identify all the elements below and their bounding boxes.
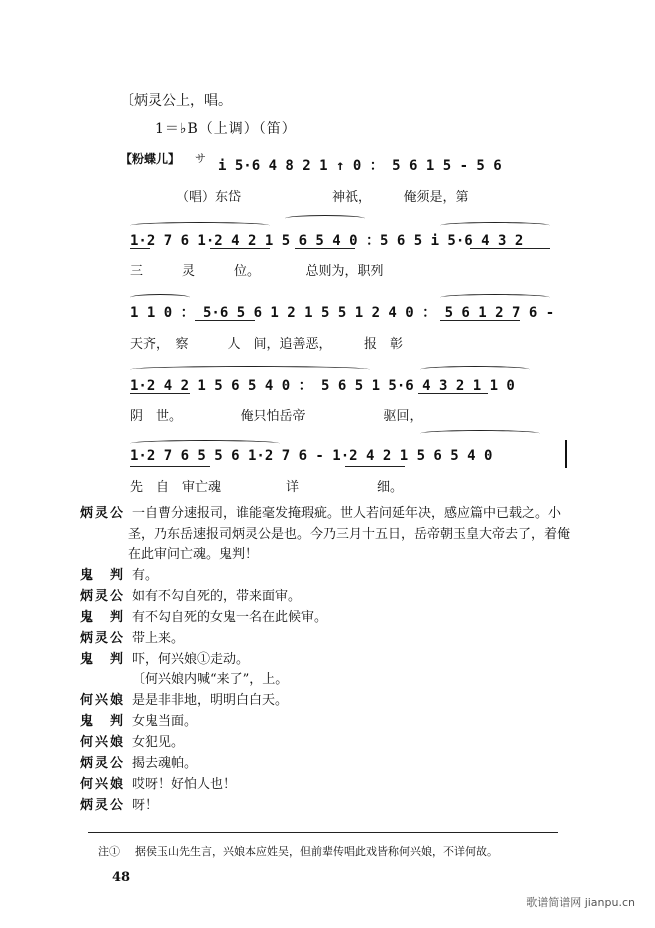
beam-line (195, 320, 255, 321)
dialogue-text: 女犯见。 (132, 735, 185, 750)
speaker-name: 何兴娘 (80, 735, 126, 750)
stage-direction: 〔炳灵公上，唱。 (120, 93, 232, 109)
speaker-name: 鬼 判 (80, 652, 126, 667)
beam-line (470, 248, 550, 249)
score-line-3-lyrics: 天齐， 察 人 间，追善恶， 报 彰 (130, 337, 404, 352)
slur-mark (130, 294, 190, 301)
beam-line (345, 466, 405, 467)
beam-line (130, 248, 150, 249)
slur-mark (420, 366, 530, 373)
score-line-5-notes: 1·2 7 6 5 5 6 1·2 7 6 - 1·2 4 2 1 5 6 5 4 0 (130, 448, 493, 464)
speaker-name: 炳灵公 (80, 798, 126, 813)
key-signature: 1＝♭B（上调）（笛） (155, 121, 297, 137)
dialogue-line (0, 585, 655, 605)
dialogue-text: 是是非非地，明明白白天。 (132, 693, 289, 708)
speaker-name: 何兴娘 (80, 693, 126, 708)
dialogue-line (0, 752, 655, 772)
dialogue-line (0, 689, 655, 709)
dialogue-text: 一自曹分速报司，谁能毫发掩瑕疵。世人若问延年决，感应篇中已载之。小 (132, 506, 562, 521)
slur-mark (440, 294, 550, 301)
dialogue-line (0, 627, 655, 647)
slur-mark (420, 430, 540, 437)
qupai-label: 【粉蝶儿】 (120, 152, 181, 166)
slur-mark (285, 215, 365, 222)
page-number: 48 (112, 870, 131, 885)
dialogue-line (0, 773, 655, 793)
dialogue-text: 女鬼当面。 (132, 714, 198, 729)
score-line-3-notes: 1 1 0 ： 5·6 5 6 1 2 1 5 5 1 2 4 0 ： 5 6 1 2 7 6 - (130, 305, 555, 321)
speaker-name: 炳灵公 (80, 589, 126, 604)
dialogue-line (0, 794, 655, 814)
dialogue-text: 哎呀！好怕人也！ (132, 777, 237, 792)
dialogue-text: 有不勾自死的女鬼一名在此候审。 (132, 610, 328, 625)
dialogue-line (0, 523, 655, 543)
speaker-name: 炳灵公 (80, 506, 126, 521)
final-barline (565, 440, 567, 468)
dialogue-line (0, 731, 655, 751)
score-line-5-lyrics: 先 自 审亡魂 详 细。 (130, 480, 404, 495)
dialogue-text: 吓，何兴娘①走动。 (132, 652, 250, 667)
dialogue-line (0, 543, 655, 563)
beam-line (295, 248, 355, 249)
dialogue-text: 揭去魂帕。 (132, 756, 198, 771)
slur-mark (130, 440, 280, 447)
speaker-name: 炳灵公 (80, 631, 126, 646)
tempo-mark: サ (195, 152, 206, 165)
dialogue-line (0, 710, 655, 730)
stage-direction: 〔何兴娘内喊“来了”，上。 (132, 672, 289, 687)
dialogue-text: 有。 (132, 568, 159, 583)
dialogue-line (0, 668, 655, 688)
score-line-2-lyrics: 三 灵 位。 总则为，职列 (130, 264, 384, 279)
beam-line (440, 320, 520, 321)
slur-mark (130, 222, 270, 229)
dialogue-text: 在此审问亡魂。鬼判！ (128, 547, 259, 562)
score-line-4-lyrics: 阴 世。 俺只怕岳帝 驱回， (130, 409, 423, 424)
footnote-marker: 注① (98, 845, 120, 858)
speaker-name: 鬼 判 (80, 714, 126, 729)
dialogue-text: 如有不勾自死的，带来面审。 (132, 589, 302, 604)
speaker-name: 何兴娘 (80, 777, 126, 792)
watermark: 歌谱简谱网 jianpu.cn (526, 896, 635, 909)
dialogue-line (0, 648, 655, 668)
score-line-1-lyrics: （唱）东岱 神祇， 俺须是，第 (176, 190, 469, 205)
footnote-text: 据侯玉山先生言，兴娘本应姓吴，但前辈传唱此戏皆称何兴娘，不详何故。 (135, 845, 498, 858)
footnote-divider (88, 832, 558, 833)
dialogue-line (0, 606, 655, 626)
slur-mark (130, 366, 370, 373)
dialogue-line (0, 564, 655, 584)
beam-line (210, 248, 270, 249)
dialogue-text: 呀！ (132, 798, 159, 813)
dialogue-line (0, 502, 655, 522)
score-line-1-notes: i 5·6 4 8 2 1 ↑ 0 ： 5 6 1 5 - 5 6 (218, 158, 502, 174)
score-line-4-notes: 1·2 4 2 1 5 6 5 4 0 ： 5 6 5 1 5·6 4 3 2 1 1 0 (130, 378, 515, 394)
beam-line (130, 393, 190, 394)
beam-line (130, 466, 210, 467)
speaker-name: 鬼 判 (80, 568, 126, 583)
score-line-2-notes: 1·2 7 6 1·2 4 2 1 5 6 5 4 0 ：5 6 5 i 5·6 4 3 2 (130, 233, 524, 249)
slur-mark (440, 222, 550, 229)
dialogue-text: 圣，乃东岳速报司炳灵公是也。今乃三月十五日，岳帝朝玉皇大帝去了，着俺 (128, 527, 571, 542)
speaker-name: 炳灵公 (80, 756, 126, 771)
speaker-name: 鬼 判 (80, 610, 126, 625)
dialogue-text: 带上来。 (132, 631, 185, 646)
beam-line (418, 393, 488, 394)
